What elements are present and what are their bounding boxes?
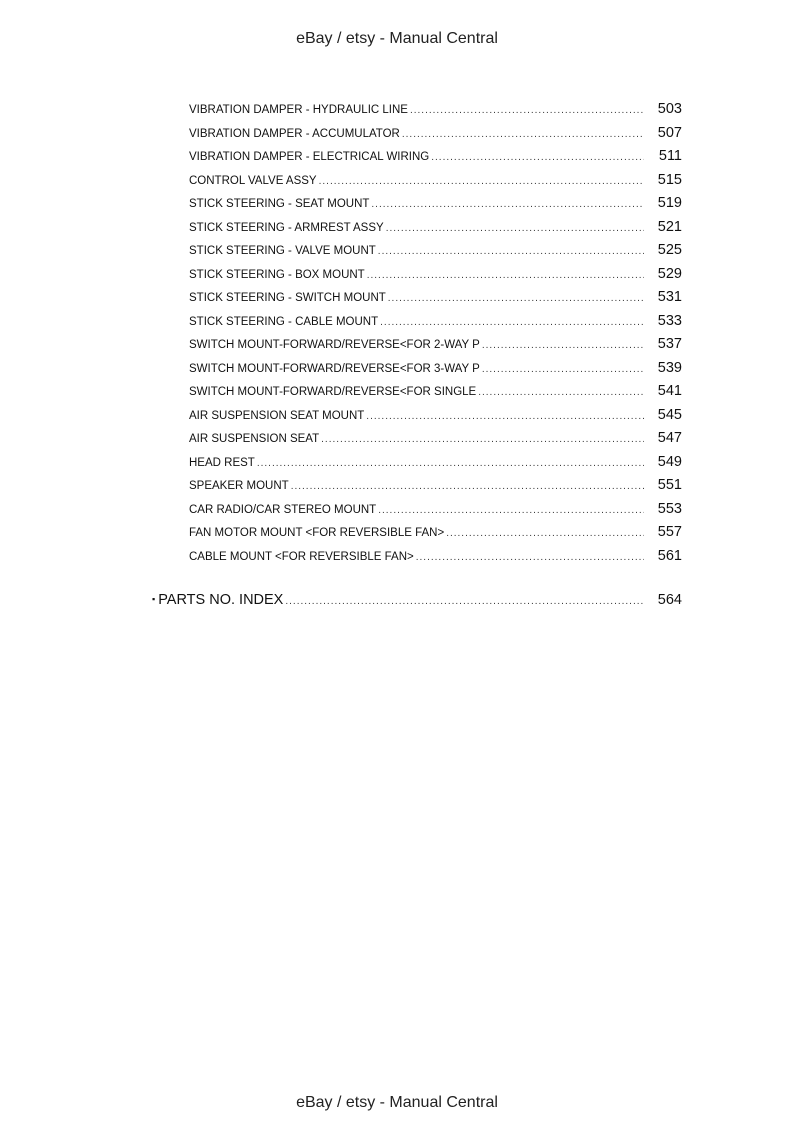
- toc-entry-title: VIBRATION DAMPER - HYDRAULIC LINE: [189, 104, 408, 116]
- toc-entry[interactable]: [189, 266, 682, 290]
- toc-entry-title: STICK STEERING - SEAT MOUNT: [189, 198, 370, 210]
- toc-entry-page: 539: [657, 359, 682, 376]
- toc-entry-page: 525: [657, 242, 682, 258]
- toc-major-title: PARTS NO. INDEX: [158, 592, 284, 608]
- toc-entry-title: CONTROL VALVE ASSY: [189, 174, 317, 187]
- toc-entry-page: 561: [657, 547, 682, 564]
- dot-leader: [416, 552, 644, 563]
- toc-entry[interactable]: [189, 101, 682, 125]
- toc-entry-page: 531: [657, 289, 682, 305]
- toc-entry[interactable]: [189, 360, 682, 384]
- toc-entry-page: 533: [657, 312, 682, 329]
- toc-entry-page: 553: [657, 500, 682, 517]
- toc-entry-page: 511: [658, 148, 682, 164]
- dot-leader: [366, 411, 644, 422]
- toc-entry-title: HEAD REST: [189, 456, 255, 469]
- dot-leader: [319, 176, 644, 187]
- dot-leader: [378, 246, 644, 257]
- dot-leader: [367, 270, 644, 281]
- toc-entry-page: 521: [657, 218, 682, 235]
- toc-entry-title: STICK STEERING - CABLE MOUNT: [189, 315, 379, 328]
- toc-entry-page: 515: [657, 171, 682, 188]
- toc-entry[interactable]: [189, 454, 682, 478]
- dot-leader: [402, 129, 644, 140]
- toc-entry[interactable]: [189, 313, 682, 337]
- dot-leader: [378, 505, 644, 516]
- dot-leader: [371, 199, 644, 210]
- dot-leader: [257, 458, 644, 469]
- table-of-contents: [189, 101, 682, 571]
- dot-leader: [285, 596, 644, 607]
- toc-entry[interactable]: [189, 336, 682, 360]
- dot-leader: [431, 152, 644, 163]
- dot-leader: [410, 105, 644, 116]
- dot-leader: [291, 481, 644, 492]
- dot-leader: [482, 364, 644, 375]
- toc-entry-page: 541: [657, 383, 682, 399]
- page-header: eBay / etsy - Manual Central: [296, 30, 498, 47]
- toc-entry-title: AIR SUSPENSION SEAT MOUNT: [189, 409, 365, 422]
- toc-entry-title: FAN MOTOR MOUNT <FOR REVERSIBLE FAN>: [189, 527, 445, 539]
- dot-leader: [478, 387, 644, 398]
- toc-entry[interactable]: [189, 242, 682, 266]
- toc-entry[interactable]: [189, 383, 682, 407]
- toc-entry-title: VIBRATION DAMPER - ELECTRICAL WIRING: [189, 151, 430, 163]
- toc-entry-page: 519: [657, 195, 682, 211]
- toc-entry-page: 503: [657, 101, 682, 117]
- toc-major-page: 564: [657, 592, 682, 608]
- toc-entry-title: STICK STEERING - BOX MOUNT: [189, 268, 365, 281]
- dot-leader: [388, 293, 644, 304]
- toc-entry[interactable]: [189, 219, 682, 243]
- toc-entry[interactable]: [189, 172, 682, 196]
- toc-entry-title: STICK STEERING - VALVE MOUNT: [189, 245, 376, 257]
- toc-entry-page: 557: [657, 524, 682, 540]
- toc-entry-title: SWITCH MOUNT-FORWARD/REVERSE<FOR SINGLE: [189, 386, 477, 398]
- toc-entry-title: CAR RADIO/CAR STEREO MOUNT: [189, 503, 377, 516]
- bullet-icon: ▪: [152, 594, 156, 604]
- toc-entry[interactable]: [189, 477, 682, 501]
- dot-leader: [380, 317, 644, 328]
- toc-entry-title: STICK STEERING - ARMREST ASSY: [189, 221, 384, 234]
- dot-leader: [446, 528, 644, 539]
- toc-entry-title: SPEAKER MOUNT: [189, 480, 289, 492]
- toc-entry-page: 537: [657, 336, 682, 352]
- toc-entry[interactable]: [189, 501, 682, 525]
- toc-entry[interactable]: [189, 148, 682, 172]
- toc-entry-title: VIBRATION DAMPER - ACCUMULATOR: [189, 127, 400, 140]
- dot-leader: [482, 340, 644, 351]
- toc-entry[interactable]: [189, 407, 682, 431]
- toc-entry-page: 529: [657, 265, 682, 282]
- toc-entry-page: 545: [657, 406, 682, 423]
- toc-entry-page: 507: [657, 124, 682, 141]
- toc-entry[interactable]: [189, 548, 682, 572]
- dot-leader: [386, 223, 644, 234]
- toc-entry-title: CABLE MOUNT <FOR REVERSIBLE FAN>: [189, 550, 414, 563]
- toc-entry[interactable]: [189, 125, 682, 149]
- toc-entry-title: SWITCH MOUNT-FORWARD/REVERSE<FOR 3-WAY P: [189, 362, 480, 375]
- toc-entry-title: SWITCH MOUNT-FORWARD/REVERSE<FOR 2-WAY P: [189, 339, 480, 351]
- dot-leader: [321, 434, 644, 445]
- toc-entry[interactable]: [189, 430, 682, 454]
- toc-entry-title: STICK STEERING - SWITCH MOUNT: [189, 292, 386, 304]
- toc-entry[interactable]: [189, 289, 682, 313]
- toc-major-entry-parts-index[interactable]: [152, 592, 682, 608]
- toc-entry-page: 549: [657, 453, 682, 470]
- toc-entry-page: 551: [657, 477, 682, 493]
- toc-entry-title: AIR SUSPENSION SEAT: [189, 433, 320, 445]
- page-footer: eBay / etsy - Manual Central: [296, 1094, 498, 1111]
- toc-entry[interactable]: [189, 524, 682, 548]
- toc-entry[interactable]: [189, 195, 682, 219]
- toc-entry-page: 547: [657, 430, 682, 446]
